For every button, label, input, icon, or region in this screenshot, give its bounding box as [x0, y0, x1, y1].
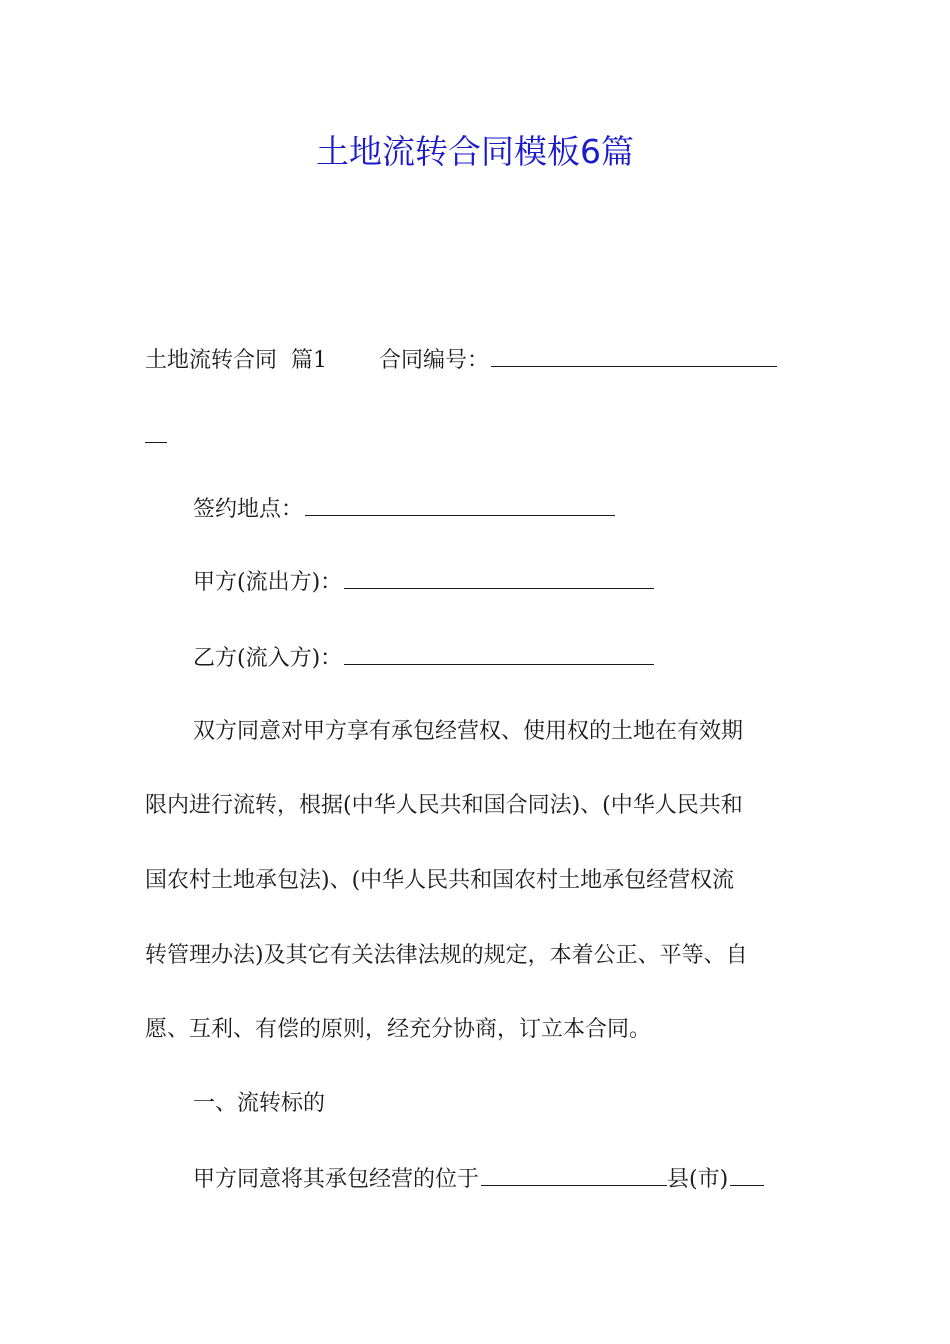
contract-no-blank-tail	[145, 420, 167, 443]
county-label: 县(市)	[667, 1167, 729, 1192]
party-a-line	[193, 566, 654, 599]
signing-place-blank	[305, 493, 615, 516]
contract-no-blank	[491, 344, 777, 367]
party-b-blank	[344, 642, 654, 665]
party-b-label: 乙方(流入方)：	[193, 646, 343, 671]
paragraph-line: 双方同意对甲方享有承包经营权、使用权的土地在有效期	[193, 719, 744, 744]
party-a-label: 甲方(流出方)：	[193, 570, 343, 595]
paragraph-line: 限内进行流转，根据(中华人民共和国合同法)、(中华人民共和	[145, 793, 743, 818]
section-heading: 土地流转合同 篇1	[145, 348, 327, 373]
signing-place-line	[193, 493, 615, 526]
item1-heading: 一、流转标的	[193, 1091, 326, 1116]
party-b-line	[193, 642, 654, 675]
signing-place-label: 签约地点：	[193, 497, 304, 522]
paragraph-line: 转管理办法)及其它有关法律法规的规定，本着公正、平等、自	[145, 943, 748, 968]
location-blank	[481, 1163, 667, 1186]
party-a-blank	[344, 566, 654, 589]
document-title: 土地流转合同模板6篇	[316, 132, 634, 171]
county-blank	[730, 1163, 764, 1186]
item1-text: 甲方同意将其承包经营的位于	[193, 1167, 480, 1192]
contract-no-label: 合同编号：	[378, 348, 489, 373]
contract-header-line	[145, 344, 777, 377]
paragraph-line: 国农村土地承包法)、(中华人民共和国农村土地承包经营权流	[145, 868, 735, 893]
contract-no-blank-continued	[145, 420, 167, 453]
paragraph-line: 愿、互利、有偿的原则，经充分协商，订立本合同。	[145, 1017, 652, 1042]
item1-line	[193, 1163, 764, 1196]
